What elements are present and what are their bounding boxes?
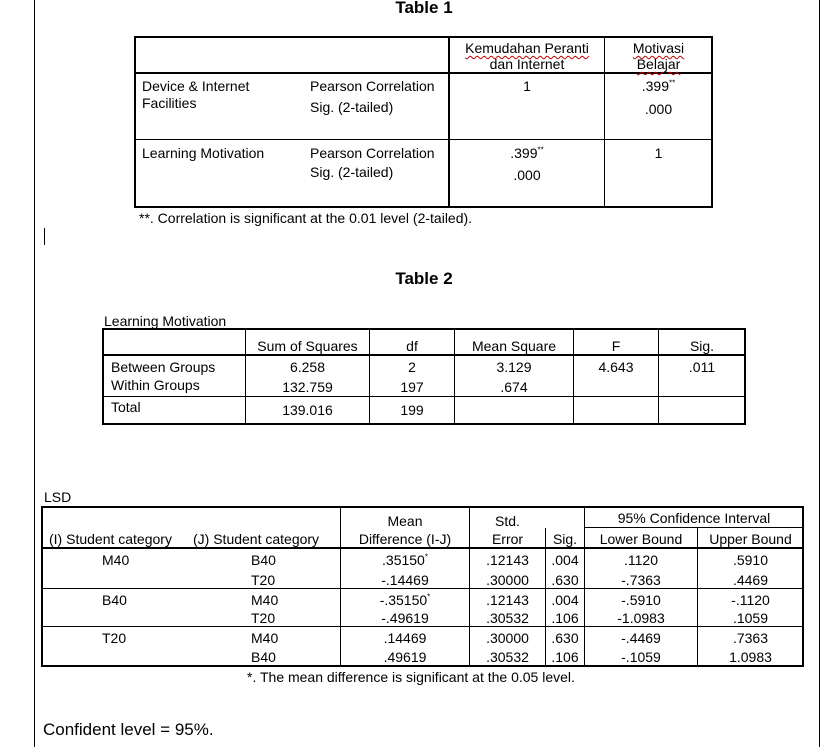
table2-caption: Learning Motivation	[104, 313, 227, 329]
table1-header-divider	[135, 72, 712, 74]
table1-r1c2-pearson: .399**	[641, 78, 676, 94]
table3-group-b40: B40	[102, 592, 127, 608]
table2-header-df: df	[406, 338, 418, 354]
table1-col2-header-line2: Belajar	[636, 56, 681, 72]
table3-row5-lb: -.4469	[621, 630, 661, 646]
table3-row3-sig-mark: *	[427, 592, 431, 602]
table1-r1c2-sig: .000	[644, 101, 673, 117]
table1-row2-label: Learning Motivation	[142, 145, 265, 161]
table3-row2-se: .30000	[486, 572, 529, 588]
table2-header-divider	[103, 354, 745, 356]
table1-r2c1-pearson: .399**	[510, 145, 544, 161]
table3-row6-j: B40	[251, 649, 276, 665]
table2-row-within-ss: 132.759	[282, 379, 333, 395]
table3-row3-md: -.35150*	[379, 592, 431, 608]
table3-row6-lb: -.1059	[621, 649, 661, 665]
table3-row1-ub: .5910	[732, 552, 769, 568]
table3-row2-sig: .630	[551, 572, 579, 588]
table3-row5-sig: .630	[551, 630, 579, 646]
table2-row-within-df: 197	[400, 379, 424, 395]
table3-row1-lb: .1120	[624, 552, 658, 568]
table1-col1-header-line2: dan Internet	[489, 56, 565, 72]
table3-header-i: (I) Student category	[49, 531, 172, 547]
table3-header-lower: Lower Bound	[599, 531, 683, 547]
table2-header-ss: Sum of Squares	[257, 338, 358, 354]
table2-row-between-df: 2	[408, 359, 416, 375]
table1-r1c1-pearson: 1	[523, 78, 531, 94]
table3-header-mean-line2: Difference (I-J)	[358, 531, 452, 547]
table2-row-between-label: Between Groups	[111, 359, 216, 375]
table3-row1-md: .35150*	[382, 552, 428, 568]
table3-ci-divider	[585, 527, 803, 528]
table1-row1-sig-label: Sig. (2-tailed)	[310, 99, 394, 115]
table2-row-total-label: Total	[111, 399, 141, 415]
table3-row4-sig: .106	[551, 610, 579, 626]
table2-row-within-ms: .674	[500, 379, 528, 395]
table3-group-t20: T20	[102, 630, 127, 646]
table3-row6-ub: 1.0983	[729, 649, 772, 665]
table3-row6-se: .30532	[486, 649, 529, 665]
table3-row2-md: -.14469	[381, 572, 429, 588]
table3-row4-lb: -1.0983	[617, 610, 665, 626]
table1-row-divider	[135, 139, 712, 140]
table1-r2c2-pearson: 1	[654, 145, 663, 161]
table3-row4-se: .30532	[486, 610, 529, 626]
table1-r2c1-sig-mark: **	[537, 145, 544, 155]
table2-row-total-ss: 139.016	[282, 402, 333, 418]
table1-row2-pearson-label: Pearson Correlation	[310, 145, 435, 161]
table3-row3-ub: -.1120	[731, 592, 770, 608]
table3-caption: LSD	[44, 489, 72, 505]
table3-header-se-line1: Std.	[495, 513, 520, 529]
table3-footnote: *. The mean difference is significant at the 0.05 level.	[247, 669, 575, 685]
table2-header-ms: Mean Square	[471, 338, 557, 354]
table3-row3-j: M40	[251, 592, 279, 608]
table3-row4-md: -.49619	[381, 610, 429, 626]
table1-row2-sig-label: Sig. (2-tailed)	[310, 164, 394, 180]
table2-title: Table 2	[395, 269, 453, 288]
table2-row-between-f: 4.643	[598, 359, 634, 375]
table3-row2-j: T20	[251, 572, 276, 588]
table3-row1-sig-mark: *	[424, 552, 428, 562]
table3-header-divider	[42, 547, 803, 549]
confidence-note: Confident level = 95%.	[43, 720, 214, 739]
table3-row1-j: B40	[251, 552, 276, 568]
table2-row-between-ss: 6.258	[289, 359, 326, 375]
table3-header-j: (J) Student category	[193, 531, 320, 547]
table3-row6-sig: .106	[551, 649, 579, 665]
table1-col1-header-line1: Kemudahan Peranti	[465, 40, 589, 56]
table3-row2-ub: .4469	[732, 572, 769, 588]
table1-r1c2-sig-mark: **	[669, 78, 676, 88]
table1-row1-label-line1: Device & Internet	[142, 78, 250, 94]
table2-row-between-sig: .011	[688, 359, 716, 375]
table3-header-upper: Upper Bound	[709, 531, 792, 547]
table3-row2-lb: -.7363	[621, 572, 661, 588]
table1-r2c1-sig: .000	[513, 167, 541, 183]
table3-group-divider-1	[42, 588, 803, 589]
table3-row6-md: .49619	[383, 649, 427, 665]
table3-row3-sig: .004	[551, 592, 579, 608]
table3-row5-j: M40	[251, 630, 279, 646]
table1-footnote: **. Correlation is significant at the 0.01 level (2-tailed).	[139, 210, 473, 226]
table3-row4-ub: .1059	[732, 610, 769, 626]
table3-group-m40: M40	[102, 552, 130, 568]
table3-group-divider-2	[42, 626, 803, 627]
table2-row-total-df: 199	[400, 402, 424, 418]
table3-header-sig: Sig.	[552, 531, 578, 547]
table1-title: Table 1	[395, 0, 453, 17]
table3-row5-se: .30000	[486, 630, 529, 646]
table2-row-between-ms: 3.129	[496, 359, 532, 375]
table3-row3-se: .12143	[486, 592, 529, 608]
table1-col2-header-line1: Motivasi	[632, 40, 685, 56]
table1-row1-label-line2: Facilities	[142, 95, 197, 111]
table3-row1-sig: .004	[551, 552, 579, 568]
table3-header-se-line2: Error	[491, 531, 524, 547]
table3-header-ci: 95% Confidence Interval	[617, 510, 771, 526]
text-cursor	[44, 228, 45, 245]
table2-row-within-label: Within Groups	[111, 377, 200, 393]
table3-row3-lb: -.5910	[621, 592, 661, 608]
table3-row4-j: T20	[251, 610, 276, 626]
page-margin-right	[819, 0, 820, 747]
table3-row1-se: .12143	[486, 552, 529, 568]
table2-header-f: F	[611, 338, 621, 354]
table3-header-mean-line1: Mean	[387, 513, 423, 529]
page-margin-left	[34, 0, 35, 747]
table3-row5-ub: .7363	[732, 630, 769, 646]
table3-row5-md: .14469	[383, 630, 427, 646]
table2-header-sig: Sig.	[689, 338, 715, 354]
table1-row1-pearson-label: Pearson Correlation	[310, 78, 435, 94]
table2-total-divider	[103, 396, 745, 397]
